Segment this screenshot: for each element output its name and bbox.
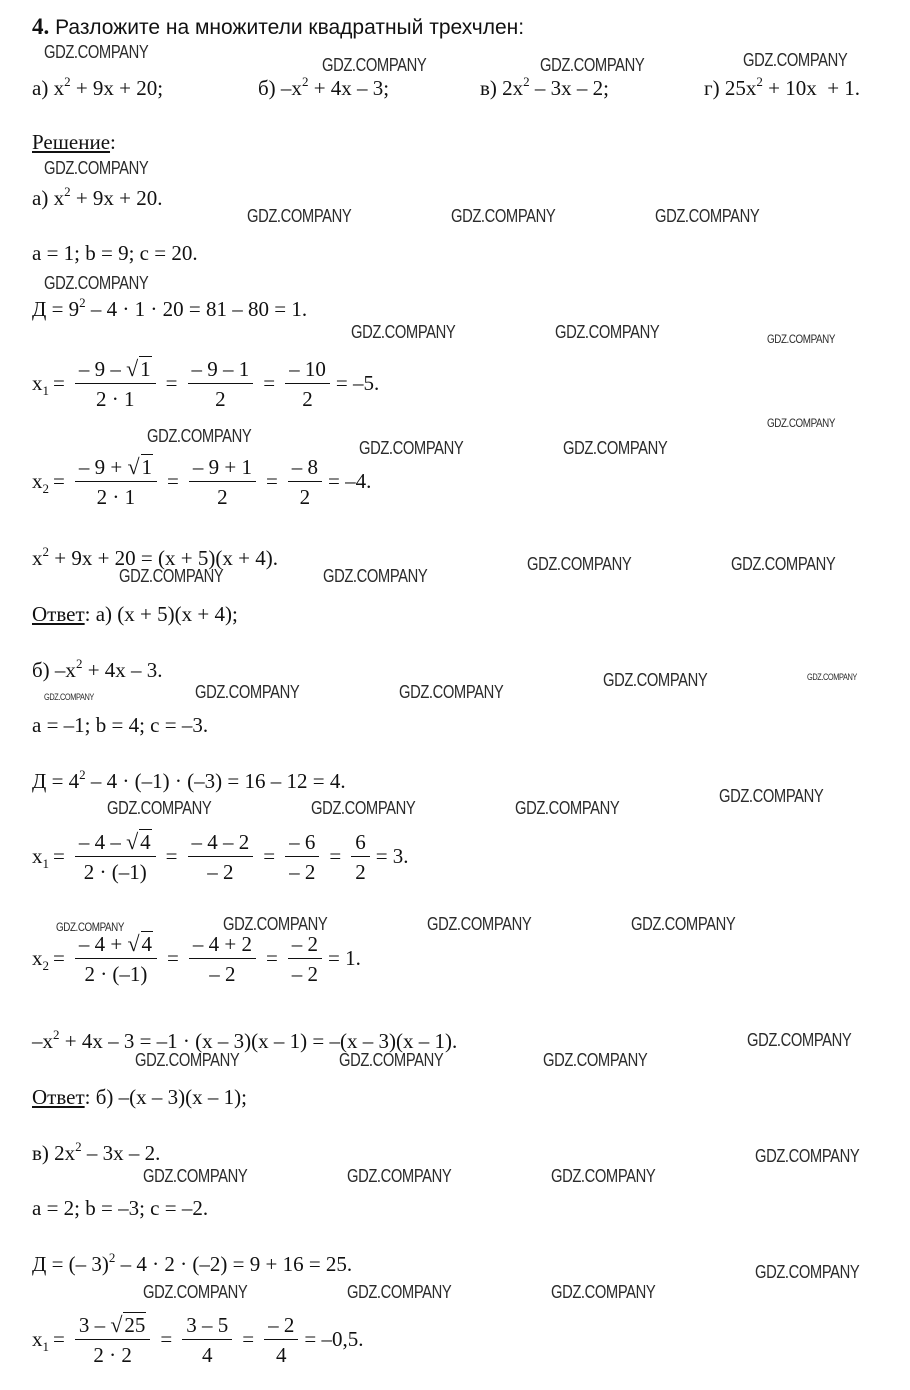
watermark: GDZ.COMPANY (515, 798, 620, 818)
watermark: GDZ.COMPANY (399, 682, 504, 702)
watermark: GDZ.COMPANY (767, 332, 836, 346)
problem-statement: Разложите на множители квадратный трехчлен: (55, 16, 525, 39)
fraction: $\frac{- 9 + √1}{2 \cdot 1}$ (75, 454, 157, 509)
watermark: GDZ.COMPANY (563, 438, 668, 458)
watermark: GDZ.COMPANY (322, 55, 427, 75)
fraction: $\frac{6}{2}$ (351, 830, 370, 884)
part-b-x2: $x_2$ = $\frac{- 4 + √4}{2 \cdot (-1)}$ = $\frac{- 4 + 2}{- 2}$ = $\frac{- 2}{- 2}$ = 1. (32, 931, 361, 986)
part-a-x2-result: = –4. (328, 469, 372, 493)
watermark: GDZ.COMPANY (807, 672, 857, 682)
watermark: GDZ.COMPANY (747, 1030, 852, 1050)
watermark: GDZ.COMPANY (119, 566, 224, 586)
problem-number: 4. (32, 14, 50, 39)
watermark: GDZ.COMPANY (551, 1282, 656, 1302)
watermark: GDZ.COMPANY (351, 322, 456, 342)
fraction: $\frac{3 - 5}{4}$ (182, 1313, 232, 1367)
part-c-header: в) $2x^2 - 3x - 2$. (32, 1139, 161, 1165)
watermark: GDZ.COMPANY (767, 416, 836, 430)
watermark: GDZ.COMPANY (44, 158, 149, 178)
watermark: GDZ.COMPANY (247, 206, 352, 226)
fraction: $\frac{- 4 + √4}{2 \cdot (-1)}$ (75, 931, 157, 986)
watermark: GDZ.COMPANY (44, 273, 149, 293)
watermark: GDZ.COMPANY (107, 798, 212, 818)
watermark: GDZ.COMPANY (311, 798, 416, 818)
answer-label: Ответ (32, 602, 85, 626)
part-b-discriminant: $Д = 4^2 - 4 \cdot (-1) \cdot (-3) = 16 - 12 = 4$. (32, 767, 346, 793)
fraction: $\frac{- 4 + 2}{- 2}$ (189, 932, 256, 986)
watermark: GDZ.COMPANY (755, 1146, 860, 1166)
part-a-x2: $x_2$ = $\frac{- 9 + √1}{2 \cdot 1}$ = $\frac{- 9 + 1}{2}$ = $\frac{- 8}{2}$ = –4. (32, 454, 372, 509)
answer-label: Ответ (32, 1085, 85, 1109)
watermark: GDZ.COMPANY (755, 1262, 860, 1282)
watermark: GDZ.COMPANY (44, 42, 149, 62)
watermark: GDZ.COMPANY (143, 1282, 248, 1302)
task-a: а) $x^2 + 9x + 20$; (32, 74, 164, 100)
watermark: GDZ.COMPANY (551, 1166, 656, 1186)
part-c-coefs: a = 2; b = –3; c = –2. (32, 1196, 209, 1220)
part-a-factorization: $x^2 + 9x + 20 = (x + 5)(x + 4)$. (32, 544, 278, 570)
watermark: GDZ.COMPANY (195, 682, 300, 702)
watermark: GDZ.COMPANY (555, 322, 660, 342)
watermark: GDZ.COMPANY (451, 206, 556, 226)
watermark: GDZ.COMPANY (339, 1050, 444, 1070)
fraction: $\frac{- 6}{- 2}$ (285, 830, 319, 884)
part-b-factorization: $-x^2 + 4x - 3 = -1 \cdot (x - 3)(x - 1) = -(x - 3)(x - 1)$. (32, 1027, 458, 1053)
fraction: $\frac{- 9 - 1}{2}$ (188, 357, 254, 411)
task-b: б) $-x^2 + 4x - 3$; (258, 74, 390, 100)
fraction: $\frac{- 2}{- 2}$ (288, 932, 322, 986)
answer-text: : б) –(x – 3)(x – 1); (84, 1085, 247, 1109)
watermark: GDZ.COMPANY (719, 786, 824, 806)
part-b-answer (32, 1085, 247, 1109)
watermark: GDZ.COMPANY (543, 1050, 648, 1070)
solution-label: Решение (32, 130, 111, 154)
watermark: GDZ.COMPANY (223, 914, 328, 934)
watermark: GDZ.COMPANY (347, 1282, 452, 1302)
fraction: $\frac{- 2}{4}$ (264, 1313, 298, 1367)
solution-heading: Решение: (32, 130, 116, 154)
watermark: GDZ.COMPANY (359, 438, 464, 458)
watermark: GDZ.COMPANY (143, 1166, 248, 1186)
watermark: GDZ.COMPANY (527, 554, 632, 574)
watermark: GDZ.COMPANY (655, 206, 760, 226)
fraction: $\frac{- 9 - √1}{2 \cdot 1}$ (75, 356, 156, 411)
fraction: $\frac{- 10}{2}$ (285, 357, 330, 411)
watermark: GDZ.COMPANY (427, 914, 532, 934)
watermark: GDZ.COMPANY (147, 426, 252, 446)
part-c-x1: $x_1$ = $\frac{3 - √25}{2 \cdot 2}$ = $\frac{3 - 5}{4}$ = $\frac{- 2}{4}$ = –0,5. (32, 1312, 364, 1367)
task-d: г) $25x^2 + 10x + 1$. (704, 74, 861, 100)
part-a-answer (32, 602, 238, 626)
part-a-header: а) $x^2 + 9x + 20$. (32, 184, 163, 210)
part-a-coefs: a = 1; b = 9; c = 20. (32, 241, 198, 265)
part-b-coefs: a = –1; b = 4; c = –3. (32, 713, 209, 737)
part-b-x1: $x_1$ = $\frac{- 4 - √4}{2 \cdot (-1)}$ = $\frac{- 4 - 2}{- 2}$ = $\frac{- 6}{- 2}$ = $\frac{6}{2}$ = 3. (32, 829, 409, 884)
watermark: GDZ.COMPANY (631, 914, 736, 934)
part-b-x2-result: = 1. (328, 946, 361, 970)
watermark: GDZ.COMPANY (731, 554, 836, 574)
fraction: $\frac{- 8}{2}$ (288, 455, 322, 509)
fraction: $\frac{- 4 - √4}{2 \cdot (-1)}$ (75, 829, 156, 884)
fraction: $\frac{- 4 - 2}{- 2}$ (188, 830, 254, 884)
watermark: GDZ.COMPANY (323, 566, 428, 586)
part-a-discriminant: $Д = 9^2 - 4 \cdot 1 \cdot 20 = 81 - 80 = 1$. (32, 295, 308, 321)
part-c-x1-result: = –0,5. (304, 1327, 364, 1351)
watermark: GDZ.COMPANY (743, 50, 848, 70)
fraction: $\frac{- 9 + 1}{2}$ (189, 455, 256, 509)
part-a-x1: $x_1$ = $\frac{- 9 - √1}{2 \cdot 1}$ = $\frac{- 9 - 1}{2}$ = $\frac{- 10}{2}$ = –5. (32, 356, 380, 411)
task-c: в) $2x^2 - 3x - 2$; (480, 74, 610, 100)
watermark: GDZ.COMPANY (44, 692, 94, 702)
watermark: GDZ.COMPANY (347, 1166, 452, 1186)
part-a-x1-result: = –5. (335, 371, 380, 395)
fraction: $\frac{3 - √25}{2 \cdot 2}$ (75, 1312, 151, 1367)
answer-text: : а) (x + 5)(x + 4); (84, 602, 238, 626)
part-c-discriminant: Д = (– 3)$^2$ – 4 · 2 · (–2) = 9 + 16 = 25. (32, 1250, 353, 1276)
part-b-x1-result: = 3. (375, 844, 409, 868)
watermark: GDZ.COMPANY (56, 920, 125, 934)
part-b-header: б) $-x^2 + 4x - 3$. (32, 656, 163, 682)
watermark: GDZ.COMPANY (603, 670, 708, 690)
problem-title (32, 14, 524, 40)
watermark: GDZ.COMPANY (540, 55, 645, 75)
watermark: GDZ.COMPANY (135, 1050, 240, 1070)
